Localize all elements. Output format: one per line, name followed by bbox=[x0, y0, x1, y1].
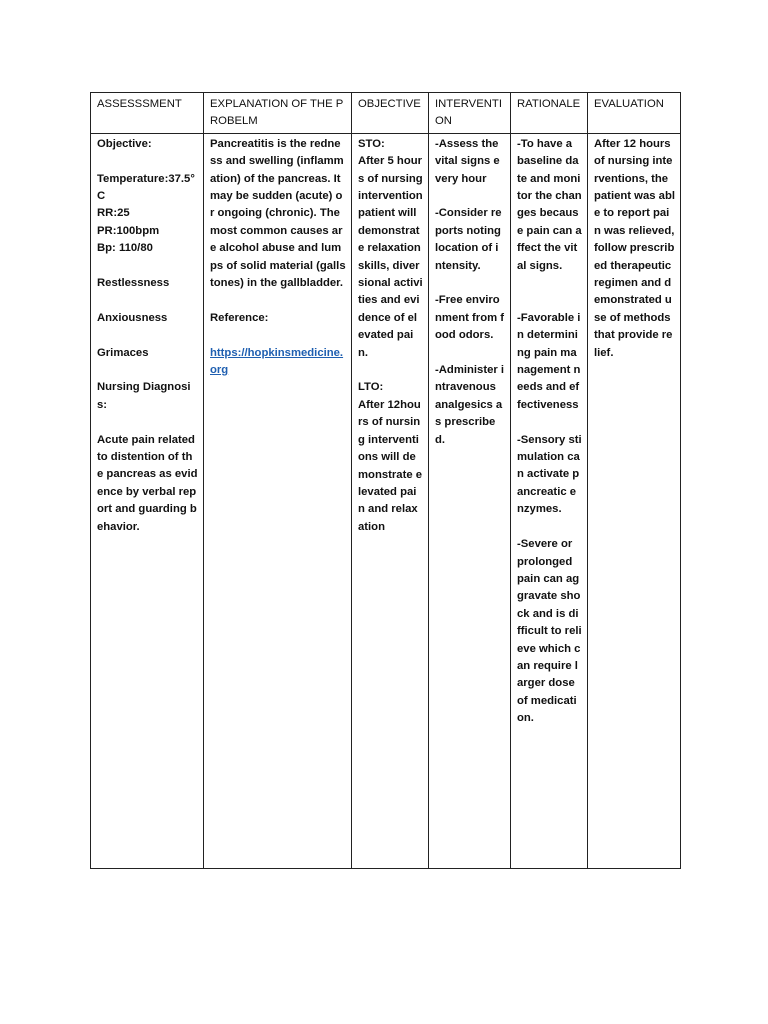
assessment-line: Restlessness bbox=[97, 277, 170, 290]
table-row bbox=[91, 133, 681, 868]
rationale-line bbox=[517, 519, 582, 536]
header-explanation: EXPLANATION OF THE PROBELM bbox=[204, 93, 352, 134]
assessment-line: RR:25 bbox=[97, 207, 130, 220]
assessment-line: Bp: 110/80 bbox=[97, 242, 153, 255]
header-evaluation: EVALUATION bbox=[588, 93, 681, 134]
rationale-line bbox=[517, 414, 582, 431]
header-row bbox=[91, 93, 681, 134]
objective-line: STO: bbox=[358, 137, 385, 150]
assessment-line bbox=[97, 258, 198, 275]
objective-line: After 5 hours of nursing intervention patient will demonstrate relaxation skills, diversional activities and evidence of elevated pain. bbox=[358, 155, 426, 359]
assessment-line: Acute pain related to distention of the pancreas as evidence by verbal report and guarding behavior. bbox=[97, 433, 199, 533]
intervention-line: -Consider reports noting location of intensity. bbox=[435, 207, 505, 272]
objective-line: After 12hours of nursing interventions will demonstrate elevated pain and relaxation bbox=[358, 398, 423, 533]
intervention-line: -Free environment from food odors. bbox=[435, 294, 505, 342]
assessment-line bbox=[97, 292, 198, 309]
reference-link[interactable]: https://hopkinsmedicine.org bbox=[210, 346, 344, 377]
assessment-line: PR:100bpm bbox=[97, 224, 160, 237]
assessment-line: Grimaces bbox=[97, 346, 149, 359]
explanation-cell bbox=[204, 133, 352, 868]
intervention-line: -Assess the vital signs every hour bbox=[435, 137, 502, 185]
nursing-care-plan-table bbox=[90, 92, 681, 869]
spacer bbox=[210, 292, 346, 309]
rationale-line: -Sensory stimulation can activate pancreatic enzymes. bbox=[517, 433, 582, 516]
assessment-line bbox=[97, 362, 198, 379]
objective-line bbox=[358, 362, 423, 379]
header-rationale: RATIONALE bbox=[511, 93, 588, 134]
rationale-line: -To have a baseline date and monitor the changes because pain can affect the vital signs. bbox=[517, 137, 582, 272]
intervention-line bbox=[435, 188, 505, 205]
header-assessment: ASSESSSMENT bbox=[91, 93, 204, 134]
reference-label: Reference: bbox=[210, 311, 269, 324]
intervention-line: -Administer intravenous analgesics as prescribed. bbox=[435, 364, 505, 446]
rationale-line: -Severe or prolonged pain can aggravate shock and is difficult to relieve which can require larger dose of medication. bbox=[517, 538, 582, 725]
spacer bbox=[210, 327, 346, 344]
objective-cell bbox=[352, 133, 429, 868]
intervention-cell bbox=[429, 133, 511, 868]
assessment-line bbox=[97, 153, 198, 170]
assessment-line: Temperature:37.5°C bbox=[97, 172, 195, 203]
assessment-line: Anxiousness bbox=[97, 311, 168, 324]
rationale-line bbox=[517, 292, 582, 309]
assessment-line: Nursing Diagnosis: bbox=[97, 381, 191, 411]
rationale-line: -Favorable in determining pain management needs and effectiveness bbox=[517, 311, 581, 411]
header-intervention: INTERVENTION bbox=[429, 93, 511, 134]
rationale-line bbox=[517, 275, 582, 292]
evaluation-line: After 12 hours of nursing interventions, the patient was able to report pain was relieved, follow prescribed therapeutic regimen and demonstrated use of methods that provide relief. bbox=[594, 137, 678, 359]
explanation-text: Pancreatitis is the redness and swelling (inflammation) of the pancreas. It may be sudden (acute) or ongoing (chronic). The most common causes are alcohol abuse and lumps of solid material (gallstones) in the gallbladder. bbox=[210, 137, 346, 290]
assessment-line: Objective: bbox=[97, 137, 152, 150]
evaluation-cell bbox=[588, 133, 681, 868]
rationale-cell bbox=[511, 133, 588, 868]
header-objective: OBJECTIVE bbox=[352, 93, 429, 134]
assessment-cell bbox=[91, 133, 204, 868]
assessment-line bbox=[97, 327, 198, 344]
intervention-line bbox=[435, 275, 505, 292]
intervention-line bbox=[435, 345, 505, 362]
assessment-line bbox=[97, 414, 198, 431]
objective-line: LTO: bbox=[358, 381, 384, 394]
